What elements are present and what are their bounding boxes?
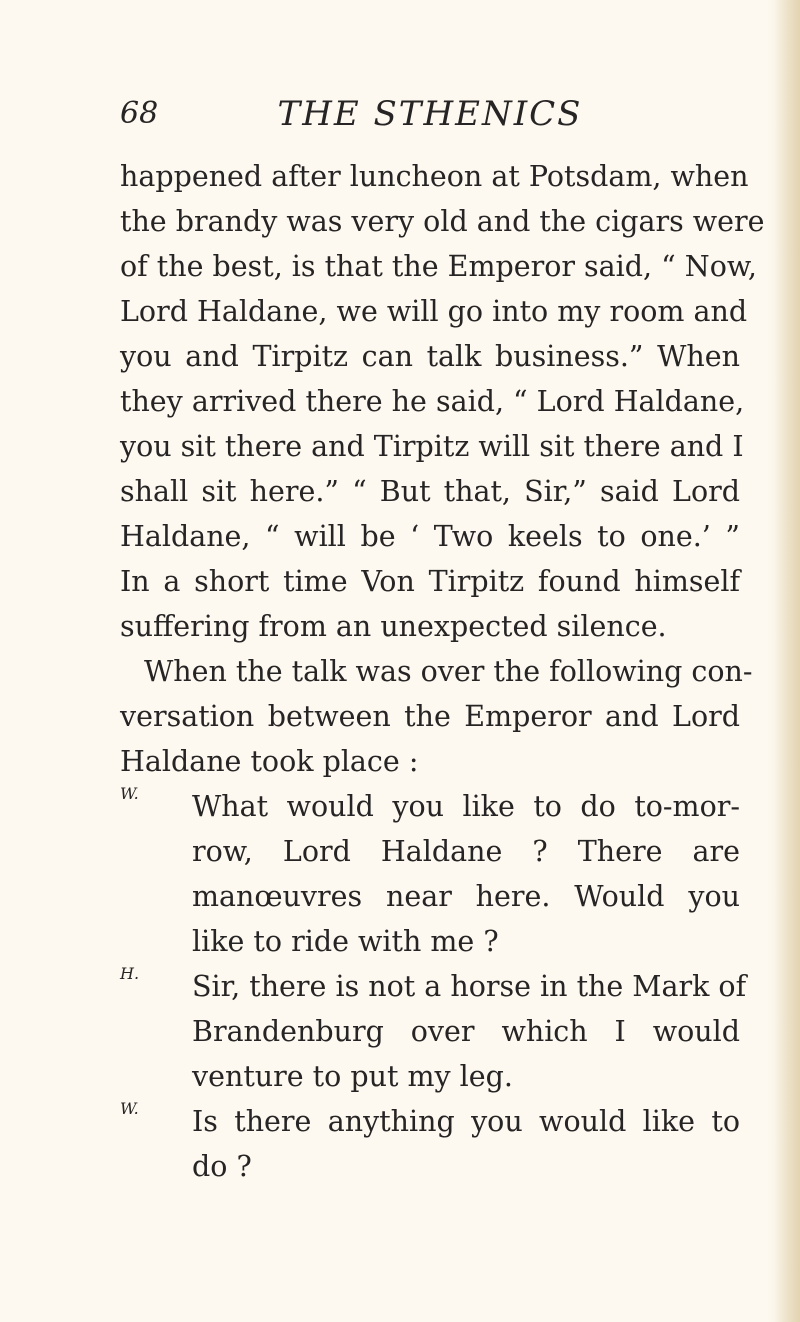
text-line: you and Tirpitz can talk business.” When xyxy=(120,340,740,373)
page-number: 68 xyxy=(120,96,159,131)
speech-line: Brandenburg over which I would xyxy=(192,1015,740,1048)
speaker-label: W. xyxy=(120,784,139,803)
text-line: Haldane took place : xyxy=(120,745,419,778)
text-line: Lord Haldane, we will go into my room and xyxy=(120,295,748,328)
dialogue-entry-h1 xyxy=(120,964,747,1099)
text-line: In a short time Von Tirpitz found himself xyxy=(120,565,740,598)
dialogue-entry-w1 xyxy=(120,784,740,964)
speech-line: row, Lord Haldane ? There are xyxy=(192,835,740,868)
speaker-label: W. xyxy=(120,1099,139,1118)
speech-line: Is there anything you would like to xyxy=(192,1105,740,1138)
body-text xyxy=(120,154,765,1189)
speech-line: like to ride with me ? xyxy=(192,925,499,958)
paragraph-1 xyxy=(120,154,765,649)
dialogue-entry-w2 xyxy=(120,1099,740,1189)
text-line: the brandy was very old and the cigars were xyxy=(120,205,765,238)
page-edge-shadow xyxy=(774,0,800,1322)
text-line: suffering from an unexpected silence. xyxy=(120,610,667,643)
speech-line: What would you like to do to-mor- xyxy=(192,790,740,823)
speech-line: Sir, there is not a horse in the Mark of xyxy=(192,970,747,1003)
text-line: they arrived there he said, “ Lord Haldane, xyxy=(120,385,745,418)
text-line: shall sit here.” “ But that, Sir,” said Lord xyxy=(120,475,740,508)
running-title: THE STHENICS xyxy=(277,94,583,134)
text-line: of the best, is that the Emperor said, “ Now, xyxy=(120,250,757,283)
text-line: versation between the Emperor and Lord xyxy=(120,700,740,733)
text-line: When the talk was over the following con- xyxy=(144,655,753,688)
speaker-label: H. xyxy=(120,964,140,983)
speech-line: do ? xyxy=(192,1150,252,1183)
text-line: happened after luncheon at Potsdam, when xyxy=(120,160,749,193)
speech-line: manœuvres near here. Would you xyxy=(192,880,740,913)
paragraph-2 xyxy=(120,649,753,784)
text-line: Haldane, “ will be ‘ Two keels to one.’ ” xyxy=(120,520,740,553)
dialogue xyxy=(120,784,747,1189)
page-header xyxy=(120,94,740,140)
speech-line: venture to put my leg. xyxy=(192,1060,513,1093)
text-line: you sit there and Tirpitz will sit there and I xyxy=(120,430,744,463)
